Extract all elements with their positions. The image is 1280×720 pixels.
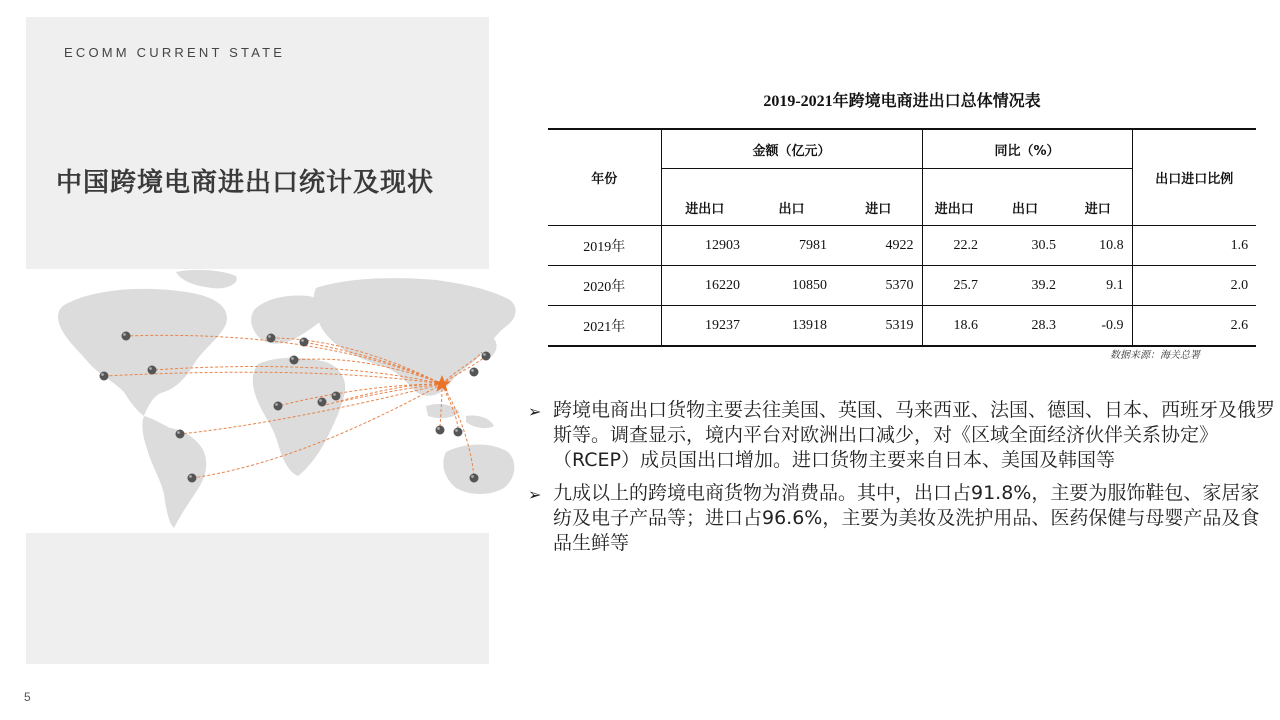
cell-export: 13918 [748,306,835,347]
table-row [548,226,1256,266]
destination-pin-icon [300,338,309,347]
cell-total-yoy: 18.6 [922,306,986,347]
header-amount-group: 金额（亿元） [661,129,922,169]
destination-pin-icon [470,368,479,377]
cell-import-yoy: -0.9 [1064,306,1132,347]
destination-pin-icon [290,356,299,365]
cell-total: 16220 [661,266,748,306]
header-ratio: 出口进口比例 [1132,129,1256,226]
subheader-amount-import: 进口 [835,169,922,226]
cell-import: 5370 [835,266,922,306]
list-item [528,398,1278,473]
bullet-text: 跨境电商出口货物主要去往美国、英国、马来西亚、法国、德国、日本、西班牙及俄罗斯等。调查显示，境内平台对欧洲出口减少，对《区域全面经济伙伴关系协定》（RCEP）成员国出口增加。进口货物主要来自日本、美国及韩国等 [553,399,1276,471]
cell-import-yoy: 9.1 [1064,266,1132,306]
destination-pin-icon [482,352,491,361]
cell-year: 2019年 [548,226,661,266]
cell-ratio: 2.6 [1132,306,1256,347]
cell-total: 19237 [661,306,748,347]
table-title: 2019-2021年跨境电商进出口总体情况表 [763,93,1041,110]
subheader-amount-total: 进出口 [661,169,748,226]
subheader-yoy-import: 进口 [1064,169,1132,226]
destination-pin-icon [454,428,463,437]
cell-total: 12903 [661,226,748,266]
cell-export-yoy: 39.2 [986,266,1064,306]
trade-stats-table [548,128,1256,347]
destination-pin-icon [470,474,479,483]
cell-import: 4922 [835,226,922,266]
destination-pin-icon [332,392,341,401]
cell-import: 5319 [835,306,922,347]
cell-export-yoy: 28.3 [986,306,1064,347]
arrow-bullet-icon: ➢ [528,402,542,421]
destination-pin-icon [176,430,185,439]
page-title: 中国跨境电商进出口统计及现状 [56,168,435,198]
destination-pin-icon [267,334,276,343]
bullet-text: 九成以上的跨境电商货物为消费品。其中，出口占91.8%，主要为服饰鞋包、家居家纺及电子产品等；进口占96.6%，主要为美妆及洗护用品、医药保健与母婴产品及食品生鲜等 [553,482,1260,554]
page-number: 5 [24,690,31,704]
cell-total-yoy: 25.7 [922,266,986,306]
subheader-yoy-export: 出口 [986,169,1064,226]
destination-pin-icon [318,398,327,407]
arrow-bullet-icon: ➢ [528,485,542,504]
cell-ratio: 1.6 [1132,226,1256,266]
subheader-amount-export: 出口 [748,169,835,226]
header-year: 年份 [548,129,661,226]
destination-pin-icon [122,332,131,341]
bullet-list [528,398,1278,564]
destination-pin-icon [274,402,283,411]
bottom-panel [26,533,489,664]
cell-ratio: 2.0 [1132,266,1256,306]
data-source-note: 数据来源：海关总署 [1110,350,1200,361]
destination-pin-icon [188,474,197,483]
cell-export-yoy: 30.5 [986,226,1064,266]
cell-total-yoy: 22.2 [922,226,986,266]
subheader-yoy-total: 进出口 [922,169,986,226]
cell-export: 10850 [748,266,835,306]
world-map-graphic [26,266,538,536]
cell-year: 2020年 [548,266,661,306]
cell-year: 2021年 [548,306,661,347]
cell-import-yoy: 10.8 [1064,226,1132,266]
cell-export: 7981 [748,226,835,266]
destination-pin-icon [100,372,109,381]
continents [58,270,516,528]
table-row [548,306,1256,347]
destination-pin-icon [148,366,157,375]
list-item [528,481,1278,556]
header-yoy-group: 同比（%） [922,129,1132,169]
world-map [26,266,538,536]
destination-pin-icon [436,426,445,435]
section-eyebrow: ECOMM CURRENT STATE [64,45,286,60]
table-header-row [548,129,1256,169]
table-row [548,266,1256,306]
